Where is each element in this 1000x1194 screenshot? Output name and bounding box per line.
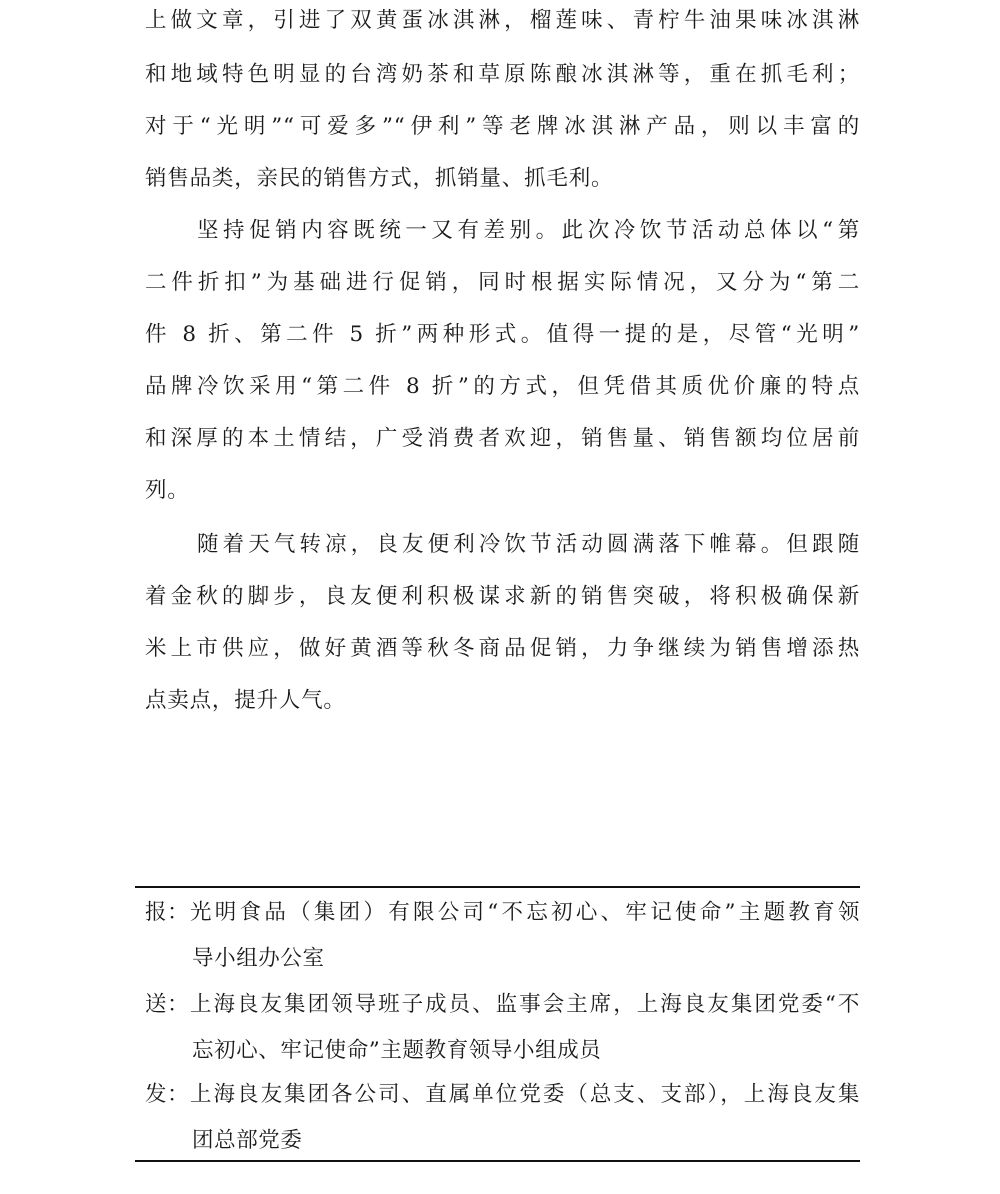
paragraph-line: 销售品类，亲民的销售方式，抓销量、抓毛利。 — [145, 166, 614, 191]
paragraph-line: 件 8 折、第二件 5 折”两种形式。值得一提的是，尽管“光明” — [145, 322, 860, 347]
paragraph-line: 和深厚的本土情结，广受消费者欢迎，销售量、销售额均位居前 — [145, 426, 860, 451]
send-text-line: 上海良友集团领导班子成员、监事会主席，上海良友集团党委“不 — [190, 992, 860, 1017]
paragraph-line: 米上市供应，做好黄酒等秋冬商品促销，力争继续为销售增添热 — [145, 636, 860, 661]
send-text-line: 忘初心、牢记使命”主题教育领导小组成员 — [192, 1038, 602, 1063]
paragraph-line: 着金秋的脚步，良友便利积极谋求新的销售突破，将积极确保新 — [145, 584, 860, 609]
paragraph-line: 二件折扣”为基础进行促销，同时根据实际情况，又分为“第二 — [145, 270, 860, 295]
issue-text-line: 上海良友集团各公司、直属单位党委（总支、支部），上海良友集 — [190, 1082, 860, 1107]
paragraph-line: 点卖点，提升人气。 — [145, 688, 346, 713]
issue-text-line: 团总部党委 — [192, 1128, 303, 1153]
paragraph-line: 随着天气转凉，良友便利冷饮节活动圆满落下帷幕。但跟随 — [197, 532, 860, 557]
paragraph-line: 列。 — [145, 478, 190, 503]
paragraph-line: 和地域特色明显的台湾奶茶和草原陈酿冰淇淋等，重在抓毛利； — [145, 62, 860, 87]
report-text-line: 导小组办公室 — [192, 946, 325, 971]
issue-label: 发： — [145, 1082, 190, 1107]
report-label: 报： — [145, 900, 190, 925]
paragraph-line: 上做文章，引进了双黄蛋冰淇淋，榴莲味、青柠牛油果味冰淇淋 — [145, 8, 860, 33]
paragraph-line: 品牌冷饮采用“第二件 8 折”的方式，但凭借其质优价廉的特点 — [145, 374, 860, 399]
bottom-divider-rule — [135, 1160, 860, 1162]
top-divider-rule — [135, 886, 860, 888]
report-text-line: 光明食品（集团）有限公司“不忘初心、牢记使命”主题教育领 — [190, 900, 860, 925]
send-label: 送： — [145, 992, 190, 1017]
paragraph-line: 坚持促销内容既统一又有差别。此次冷饮节活动总体以“第 — [197, 218, 860, 243]
paragraph-line: 对于“光明”“可爱多”“伊利”等老牌冰淇淋产品，则以丰富的 — [145, 114, 860, 139]
